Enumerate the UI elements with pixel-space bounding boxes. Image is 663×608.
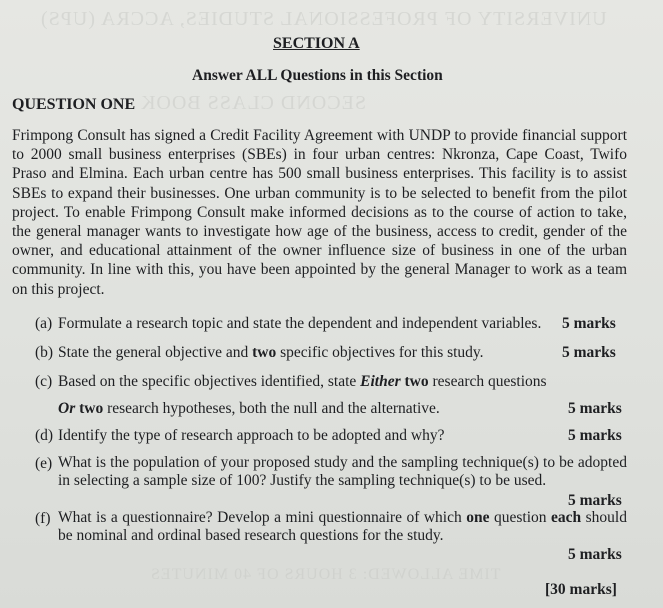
item-f-label: (f) (35, 510, 51, 527)
bleed-through-decoration: SECOND CLASS BOOK (140, 92, 366, 114)
item-e-label: (e) (35, 455, 53, 472)
bleed-through-decoration: UNIVERSITY OF PROFESSIONAL STUDIES, ACCRA (UPS) (40, 8, 607, 30)
item-b-text: State the general objective and two specific objectives for this study. (58, 344, 484, 361)
item-f-marks: 5 marks (568, 546, 622, 563)
item-b-marks: 5 marks (562, 344, 616, 361)
item-b-label: (b) (35, 344, 54, 361)
item-a-marks: 5 marks (562, 315, 616, 332)
question-title: QUESTION ONE (12, 96, 136, 113)
item-c-line1: Based on the specific objectives identified, state Either two research questions (58, 373, 547, 390)
item-e-marks: 5 marks (568, 492, 622, 509)
question-paragraph: Frimpong Consult has signed a Credit Facility Agreement with UNDP to provide financial support to 2000 small business enterprises (SBEs) in four urban centres: Nkronza, Cape Coast, Twifo Praso and Elmina. Each urban centre has 500 small business enterprises. This facility is to assist SBEs to expand their businesses. One urban community is to be selected to benefit from the pilot project. To enable Frimpong Consult make informed decisions as to the course of action to take, the general manager wants to investigate how age of the business, access to credit, gender of the owner, and educational attainment of the owner influence size of business in one of the urban community. In line with this, you have been appointed by the general Manager to work as a team on this project. (12, 127, 627, 298)
bleed-through-decoration: TIME ALLOWED: 3 HOURS OF 40 MINUTES (150, 566, 501, 583)
item-f (35, 509, 628, 569)
section-title: SECTION A (273, 35, 360, 52)
item-d-marks: 5 marks (568, 427, 622, 444)
item-c-marks: 5 marks (568, 400, 622, 417)
item-e-text: What is the population of your proposed study and the sampling technique(s) to be adopted in selecting a sample size of 100? Justify the sampling technique(s) to be used. (58, 454, 627, 489)
total-marks: [30 marks] (545, 581, 617, 598)
section-instruction: Answer ALL Questions in this Section (192, 67, 443, 84)
item-c-line2: Or two research hypotheses, both the null and the alternative. (58, 400, 440, 417)
item-a-label: (a) (35, 315, 53, 332)
item-d-label: (d) (35, 427, 54, 444)
item-d-text: Identify the type of research approach to be adopted and why? (58, 427, 445, 444)
item-c (35, 372, 625, 418)
item-a-text: Formulate a research topic and state the dependent and independent variables. (58, 315, 542, 332)
item-e (35, 454, 628, 512)
item-c-label: (c) (35, 373, 53, 390)
item-f-text: What is a questionnaire? Develop a mini questionnaire of which one question each should be nominal and ordinal based research questions for the study. (58, 509, 627, 544)
